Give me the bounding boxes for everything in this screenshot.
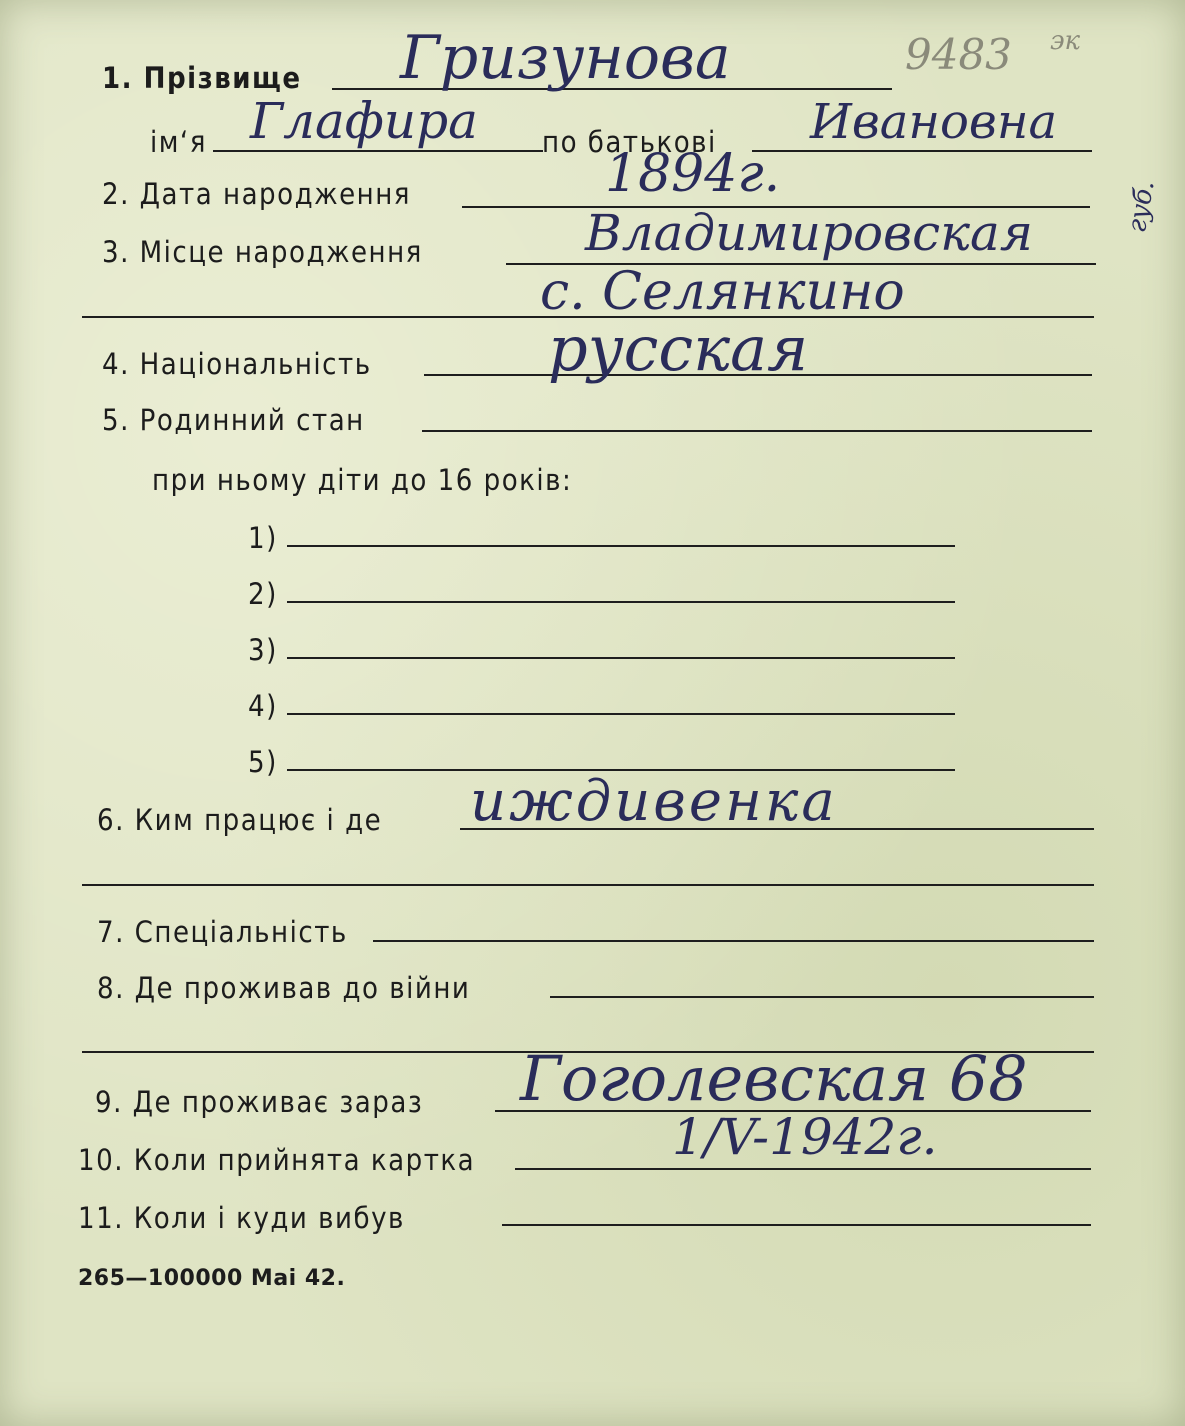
birthplace-abbrev: губ. [1122, 178, 1161, 235]
patronymic-value: Ивановна [810, 94, 1058, 150]
card-accepted-label: 10. Коли прийнята картка [78, 1143, 476, 1177]
marital-status-line [422, 430, 1092, 432]
name-value: Глафира [250, 92, 478, 150]
specialty-label: 7. Спеціальність [97, 915, 348, 949]
marital-status-label: 5. Родинний стан [102, 403, 365, 437]
current-residence-label: 9. Де проживає зараз [95, 1085, 424, 1119]
child-4-line [287, 713, 955, 715]
child-1-line [287, 545, 955, 547]
specialty-line [373, 940, 1094, 942]
work-label: 6. Ким працює і де [97, 803, 383, 837]
child-3-label: 3) [248, 633, 278, 667]
name-line [213, 150, 543, 152]
birthplace-label: 3. Місце народження [102, 235, 423, 269]
children-label: при ньому діти до 16 років: [152, 463, 573, 497]
birthplace-value-1: Владимировская [585, 204, 1033, 262]
name-label: ім‘я [150, 125, 207, 159]
record-number: 9483 [905, 30, 1012, 79]
nationality-value: русская [548, 312, 809, 385]
patronymic-line [752, 150, 1092, 152]
nationality-label: 4. Національність [102, 347, 372, 381]
current-residence-value: Гоголевская 68 [520, 1042, 1028, 1115]
record-suffix: эк [1050, 26, 1081, 56]
prewar-residence-line-1 [550, 996, 1094, 998]
child-3-line [287, 657, 955, 659]
work-value: иждивенка [470, 769, 838, 834]
prewar-residence-label: 8. Де проживав до війни [97, 971, 471, 1005]
card-accepted-value: 1/V-1942г. [672, 1108, 938, 1166]
birth-date-value: 1894г. [605, 144, 781, 204]
departed-line [502, 1224, 1091, 1226]
surname-label: 1. Прізвище [102, 61, 302, 95]
work-line-2 [82, 884, 1094, 886]
print-code: 265—100000 Mai 42. [78, 1266, 346, 1291]
patronymic-label: по батькові [542, 125, 717, 159]
birthplace-value-2: с. Селянкино [540, 262, 905, 322]
departed-label: 11. Коли і куди вибув [78, 1201, 405, 1235]
surname-value: Гризунова [400, 23, 731, 93]
card-accepted-line [515, 1168, 1091, 1170]
birth-date-label: 2. Дата народження [102, 177, 411, 211]
child-4-label: 4) [248, 689, 278, 723]
child-2-line [287, 601, 955, 603]
child-2-label: 2) [248, 577, 278, 611]
child-1-label: 1) [248, 521, 278, 555]
child-5-label: 5) [248, 745, 278, 779]
